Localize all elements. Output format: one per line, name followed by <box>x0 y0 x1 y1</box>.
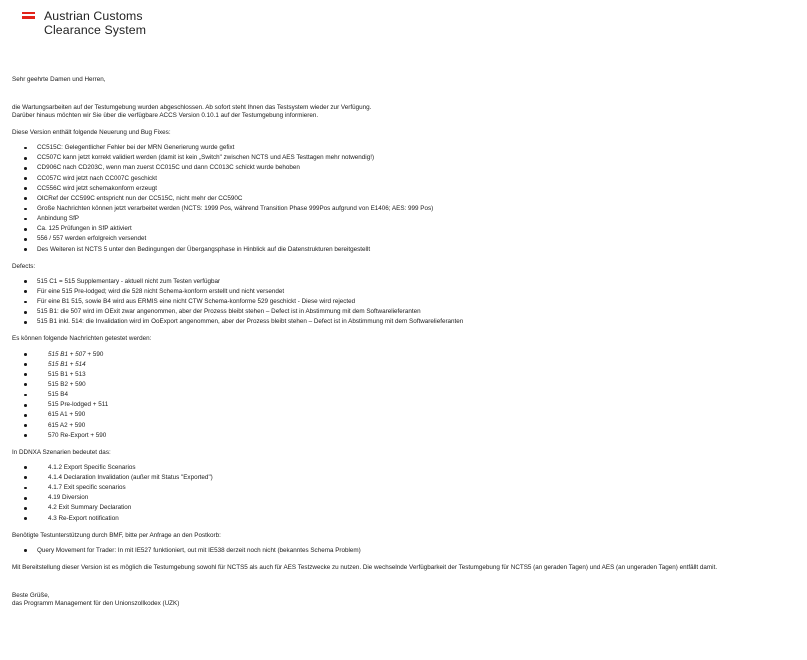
closing-paragraph: Mit Bereitstellung dieser Version ist es möglich die Testumgebung sowohl für NCTS5 als auch für AES Testzwecke zu nutzen. Die wechselnde Verfügbarkeit der Testumgebung für NCTS5 (an geraden Tagen) und AES (an ungeraden Tagen) entfällt damit. <box>12 563 718 571</box>
list-item: CC515C: Gelegentlicher Fehler bei der MRN Generierung wurde gefixt <box>12 144 800 154</box>
support-heading: Benötigte Testunterstützung durch BMF, bitte per Anfrage an den Postkorb: <box>12 531 221 539</box>
list-item <box>12 361 800 371</box>
intro-line-2: Darüber hinaus möchten wir Sie über die verfügbare ACCS Version 0.10.1 auf der Testumgebung informieren. <box>12 112 319 120</box>
list-item <box>12 351 800 361</box>
ddnxa-list <box>12 464 800 525</box>
features-list <box>12 144 800 256</box>
list-item: 615 A1 + 590 <box>12 411 800 421</box>
logo-line-2: Clearance System <box>44 23 147 37</box>
list-item: CD906C nach CD203C, wenn man zuerst CC015C und dann CC013C schickt wurde behoben <box>12 164 800 174</box>
regards: Beste Grüße, <box>12 591 50 599</box>
message-text: 515 B1 + 514 <box>48 360 86 368</box>
austrian-flag-icon <box>22 12 35 19</box>
list-item: 515 C1 = 515 Supplementary - aktuell nicht zum Testen verfügbar <box>12 278 800 288</box>
list-item: 515 B4 <box>12 391 800 401</box>
messages-list <box>12 351 800 442</box>
list-item: 570 Re-Export + 590 <box>12 432 800 442</box>
list-item: 515 B1 inkl. 514: die Invalidation wird im OoExport angenommen, aber der Prozess bleibt stehen – Defect ist in Abstimmung mit dem Softwarelieferanten <box>12 318 800 328</box>
message-text: 515 B1 + 507 <box>48 350 86 358</box>
signature: das Programm Management für den Unionszollkodex (UZK) <box>12 599 180 607</box>
defects-list <box>12 278 800 329</box>
list-item: 515 B1 + 513 <box>12 371 800 381</box>
list-item: Für eine 515 Pre-lodged; wird die 528 nicht Schema-konform erstellt und nicht versendet <box>12 288 800 298</box>
list-item: Große Nachrichten können jetzt verarbeitet werden (NCTS: 1999 Pos, während Transition Phase 999Pos aufgrund von E1406; AES: 999 Pos) <box>12 205 800 215</box>
features-heading: Diese Version enthält folgende Neuerung und Bug Fixes: <box>12 129 171 137</box>
list-item: 4.1.4 Declaration Invalidation (außer mit Status "Exported") <box>12 474 800 484</box>
list-item: 4.1.7 Exit specific scenarios <box>12 484 800 494</box>
list-item: 615 A2 + 590 <box>12 422 800 432</box>
list-item: Query Movement for Trader: In mit IE527 funktioniert, out mit IE538 derzeit noch nicht (bekanntes Schema Problem) <box>12 547 800 557</box>
defects-heading: Defects: <box>12 262 36 270</box>
intro-line-1: die Wartungsarbeiten auf der Testumgebung wurden abgeschlossen. Ab sofort steht Ihnen das Testsystem wieder zur Verfügung. <box>12 104 372 112</box>
list-item: Des Weiteren ist NCTS 5 unter den Bedingungen der Übergangsphase in Hinblick auf die Datenstrukturen bereitgestellt <box>12 246 800 256</box>
list-item: OICRef der CC599C entspricht nun der CC515C, nicht mehr der CC590C <box>12 195 800 205</box>
support-list <box>12 547 800 557</box>
list-item: CC507C kann jetzt korrekt validiert werden (damit ist kein „Switch" zwischen NCTS und AES Testtagen mehr notwendig!) <box>12 154 800 164</box>
accs-logo <box>22 9 146 37</box>
list-item: CC057C wird jetzt nach CC007C geschickt <box>12 175 800 185</box>
list-item: 4.2 Exit Summary Declaration <box>12 504 800 514</box>
list-item: 515 B1: die 507 wird im OExit zwar angenommen, aber der Prozess bleibt stehen – Defect ist in Abstimmung mit dem Softwarelieferanten <box>12 308 800 318</box>
list-item: 515 Pre-lodged + 511 <box>12 401 800 411</box>
email-body <box>12 76 800 608</box>
greeting: Sehr geehrte Damen und Herren, <box>12 76 106 83</box>
logo-text <box>44 9 146 37</box>
list-item: Für eine B1 515, sowie B4 wird aus ERMIS eine nicht CTW Schema-konforme 529 geschickt - Diese wird rejected <box>12 298 800 308</box>
message-tail: + 590 <box>85 350 104 358</box>
list-item: Ca. 125 Prüfungen in SfP aktiviert <box>12 225 800 235</box>
list-item: 4.3 Re-Export notification <box>12 515 800 525</box>
messages-heading: Es können folgende Nachrichten getestet werden: <box>12 335 152 343</box>
list-item: CC556C wird jetzt schemakonform erzeugt <box>12 185 800 195</box>
list-item: 4.1.2 Export Specific Scenarios <box>12 464 800 474</box>
ddnxa-heading: In DDNXA Szenarien bedeutet das: <box>12 448 111 456</box>
logo-line-1: Austrian Customs <box>44 9 143 23</box>
list-item: Anbindung SfP <box>12 215 800 225</box>
list-item: 515 B2 + 590 <box>12 381 800 391</box>
list-item: 4.19 Diversion <box>12 494 800 504</box>
list-item: 556 / 557 werden erfolgreich versendet <box>12 235 800 245</box>
